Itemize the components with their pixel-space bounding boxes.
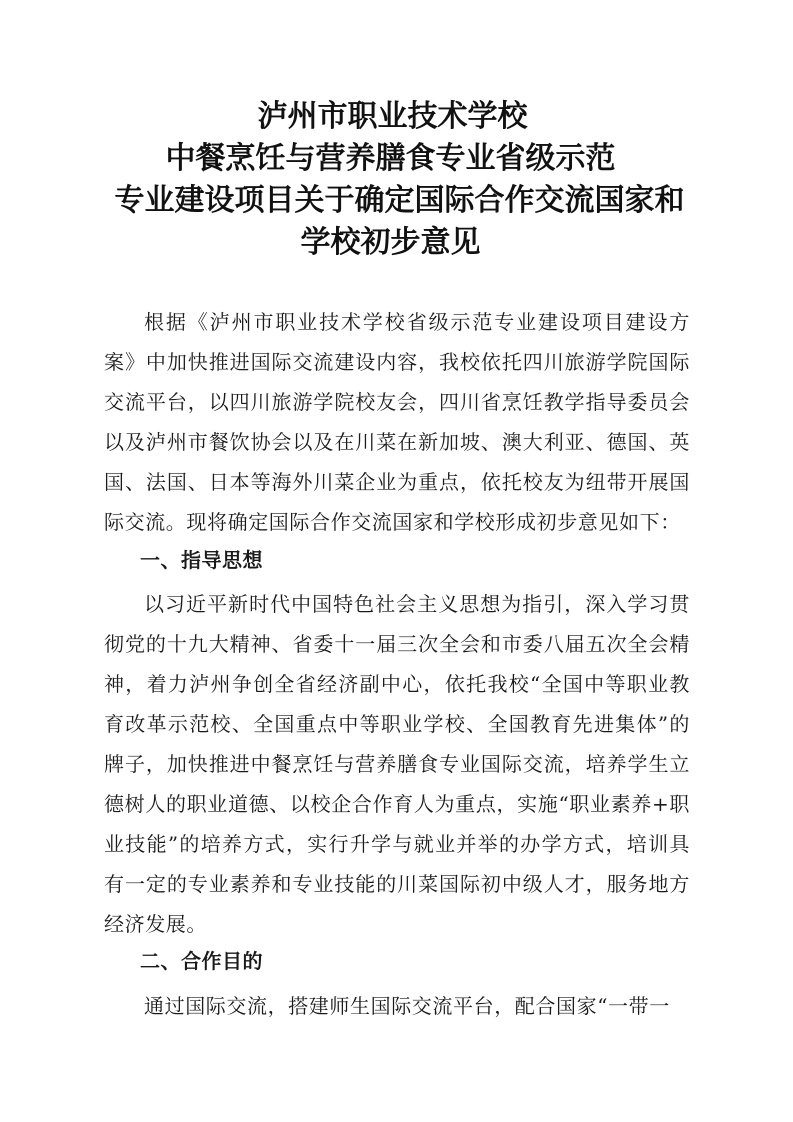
cooperation-purpose-paragraph: 通过国际交流，搭建师生国际交流平台，配合国家“一带一 [144,994,670,1018]
title-line-1: 泸州市职业技术学校 [257,99,528,134]
title-line-3: 专业建设项目关于确定国际合作交流国家和 [114,183,685,218]
intro-paragraph: 根据《泸州市职业技术学校省级示范专业建设项目建设方案》中加快推进国际交流建设内容，我校依托四川旅游学院国际交流平台，以四川旅游学院校友会，四川省烹饪教学指导委员会以及泸州市餐饮协会以及在川菜在新加坡、澳大利亚、德国、英国、法国、日本等海外川菜企业为重点，依托校友为纽带开展国际交流。现将确定国际合作交流国家和学校形成初步意见如下： [104,310,690,534]
title-line-2: 中餐烹饪与营养膳食专业省级示范 [165,141,616,176]
section-heading-cooperation-purpose: 二、合作目的 [140,949,263,973]
guiding-ideology-paragraph: 以习近平新时代中国特色社会主义思想为指引，深入学习贯彻党的十九大精神、省委十一届三次全会和市委八届五次全会精神，着力泸州争创全省经济副中心，依托我校“全国中等职业教育改革示范校、全国重点中等职业学校、全国教育先进集体”的牌子，加快推进中餐烹饪与营养膳食专业国际交流，培养学生立德树人的职业道德、以校企合作育人为重点，实施“职业素养+职业技能”的培养方式，实行升学与就业并举的办学方式，培训具有一定的专业素养和专业技能的川菜国际初中级人才，服务地方经济发展。 [104,592,690,936]
document-title [0,96,793,264]
section-heading-guiding-ideology: 一、指导思想 [140,548,263,572]
title-line-4: 学校初步意见 [300,225,481,260]
